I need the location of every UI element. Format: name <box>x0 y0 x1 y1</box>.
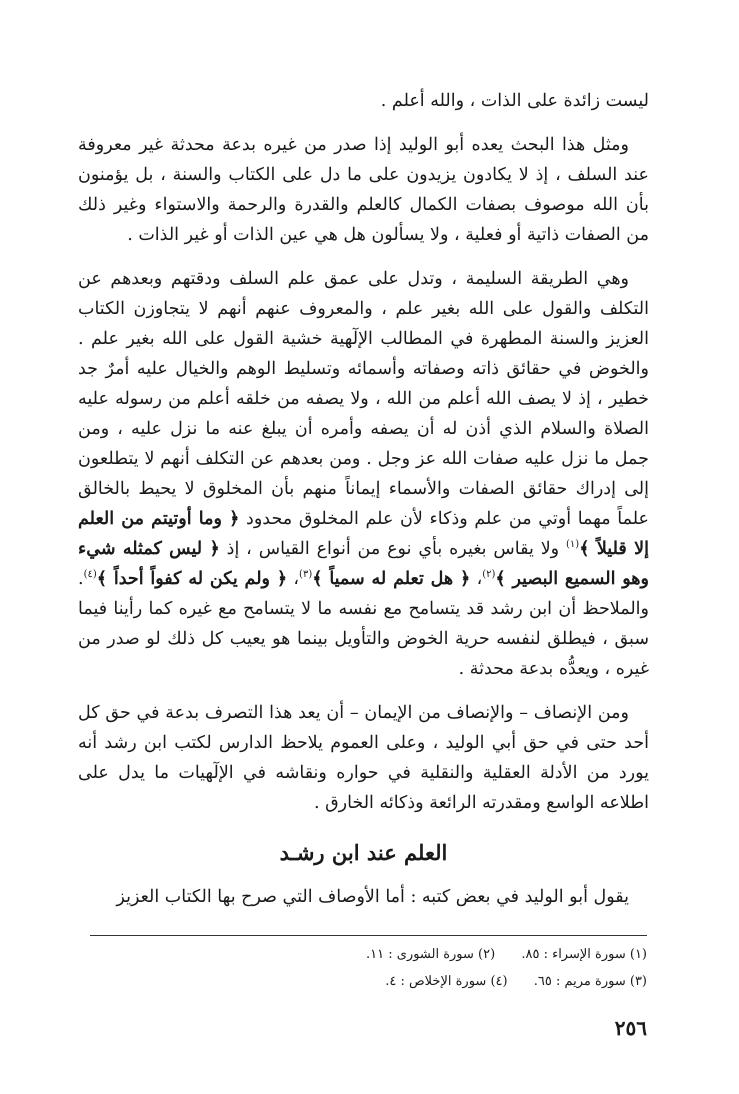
quran-verse-1: ﴿ وما أوتيتم من العلم إلا قليلاً ﴾ <box>78 509 649 559</box>
paragraph-4: يقول أبو الوليد في بعض كتبه : أما الأوصاف التي صرح بها الكتاب العزيز <box>116 887 629 907</box>
footnote-ref-4: (٤) <box>83 569 97 581</box>
page-body <box>78 86 649 926</box>
paragraph-0: ليست زائدة على الذات ، والله أعلم . <box>380 91 649 111</box>
footnote-row-2 <box>90 968 647 995</box>
footnote-ref-3: (٣) <box>299 569 313 581</box>
footnote-2: (٢) سورة الشورى : ١١. <box>365 947 496 962</box>
quran-verse-3: ﴿ هل تعلم له سمياً ﴾ <box>312 569 471 589</box>
paragraph-2 <box>78 264 649 684</box>
paragraph-2-text-3: ، <box>476 569 483 589</box>
footnotes <box>90 941 647 995</box>
quran-verse-2: ﴿ ليس كمثله شيء وهو السميع البصير ﴾ <box>78 539 649 589</box>
footnote-row-1 <box>90 941 647 968</box>
paragraph-2-text-5: . والملاحظ أن ابن رشد قد يتسامح مع نفسه ما لا يتسامح مع غيره كما رأينا فيما سبق ، فيطلق لنفسه حرية الخوض والتأويل بينما هو يعيب كل ذلك لو صدر من غيره ، ويعدُّه بدعة محدثة . <box>78 569 649 679</box>
paragraph-2-text-1: وهي الطريقة السليمة ، وتدل على عمق علم السلف ودقتهم وبعدهم عن التكلف والقول على الله بغير علم ، والمعروف عنهم أنهم لا يتجاوزن الكتاب العزيز والسنة المطهرة في المطالب الإلٓهية خشية القول على الله بغير علم . والخوض في حقائق ذاته وصفاته وأسمائه وتسليط الوهم والخيال عليه أمرٌ جد خطير ، إذ لا يصف الله أعلم من الله ، ولا يصفه من خلقه أعلم من رسوله عليه الصلاة والسلام الذي أذن له أن يصفه وأمره أن يبلغ عنه ما نزل عليه ، ومن جمل ما نزل عليه صفات الله عز وجل . ومن بعدهم عن التكلف أنهم لا يتطلعون إلى إدراك حقائق الصفات والأسماء إيماناً منهم بأن المخلوق لا يحيط بالخالق علماً مهما أوتي من علم وذكاء لأن علم المخلوق محدود <box>78 269 649 529</box>
section-heading: العلم عند ابن رشـد <box>279 840 448 865</box>
footnote-3: (٣) سورة مريم : ٦٥. <box>533 974 647 989</box>
quran-verse-4: ﴿ ولم يكن له كفواً أحداً ﴾ <box>96 569 288 589</box>
footnote-ref-1: (١) <box>566 539 580 551</box>
paragraph-2-text-2: ولا يقاس بغيره بأي نوع من أنواع القياس ، إذ <box>226 539 560 559</box>
paragraph-2-text-4: ، <box>293 569 300 589</box>
footnote-divider <box>90 935 647 936</box>
paragraph-3: ومن الإنصاف – والإنصاف من الإيمان – أن يعد هذا التصرف بدعة في حق كل أحد حتى في حق أبي الوليد ، وعلى العموم يلاحظ الدارس لكتب ابن رشد أنه يورد من الأدلة العقلية والنقلية في حواره ونقاشه في الإلٓهيات ما يدل على اطلاعه الواسع ومقدرته الرائعة وذكائه الخارق . <box>78 703 649 813</box>
paragraph-1: ومثل هذا البحث يعده أبو الوليد إذا صدر من غيره بدعة محدثة غير معروفة عند السلف ، إذ لا يكادون يزيدون على ما دل على الكتاب والسنة ، بل يؤمنون بأن الله موصوف بصفات الكمال كالعلم والقدرة والرحمة والاستواء وغير ذلك من الصفات ذاتية أو فعلية ، ولا يسألون هل هي عين الذات أو غير الذات . <box>78 135 649 245</box>
footnote-4: (٤) سورة الإخلاص : ٤. <box>385 974 508 989</box>
page-number: ٢٥٦ <box>614 1016 647 1040</box>
footnote-1: (١) سورة الإسراء : ٨٥. <box>521 947 647 962</box>
footnote-ref-2: (٢) <box>482 569 496 581</box>
